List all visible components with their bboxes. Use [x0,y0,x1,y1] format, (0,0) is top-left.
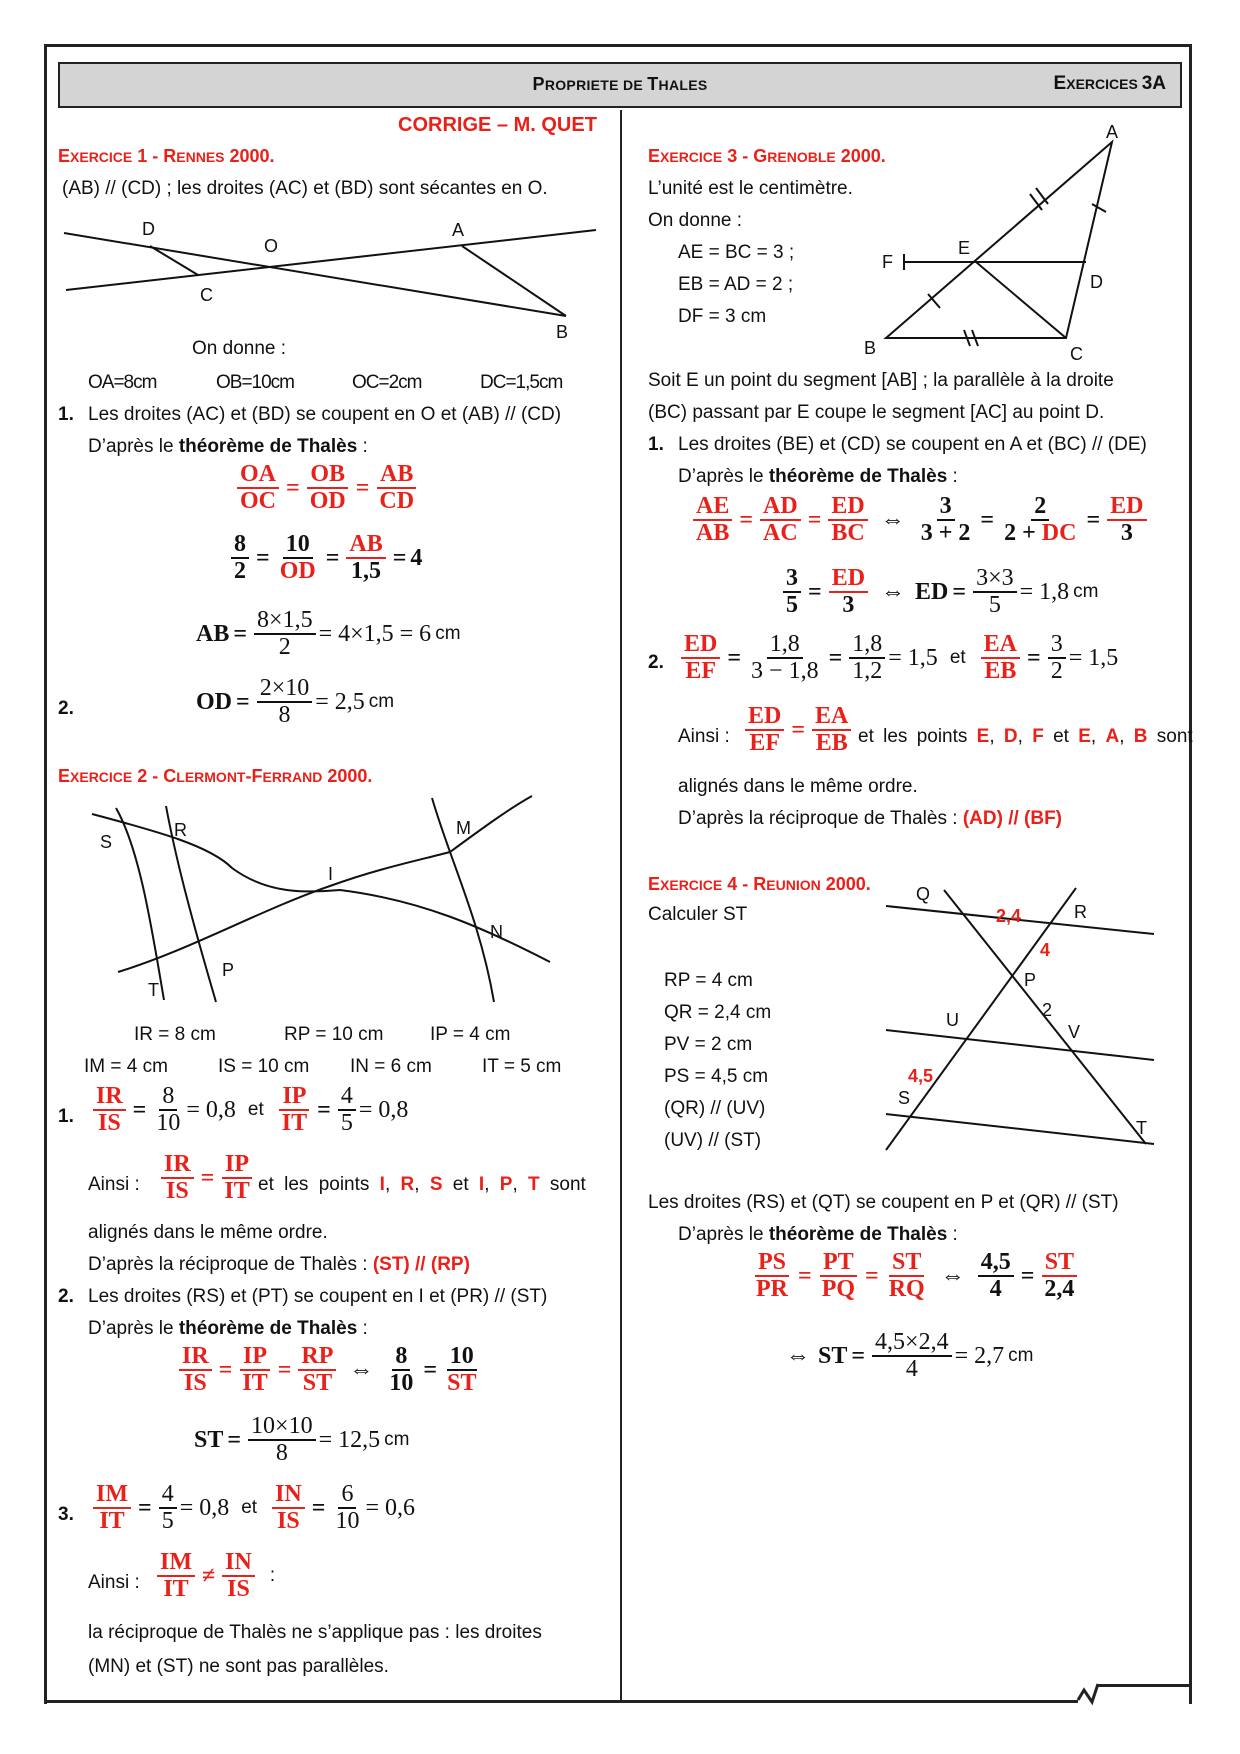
text-fragment: IS [183,1370,207,1397]
text-fragment: 10×10 [248,1414,316,1441]
text-fragment: et les points [858,726,977,747]
text-fragment: XERCICE [70,149,133,165]
text-fragment: (ST) // (RP) [372,1254,470,1275]
text-fragment: , [1119,726,1134,747]
ex1-item-number: 1. [58,404,74,425]
ex4-formula1: $\frac{PS}{PR}$ = $\frac{PT}{PQ}$ = $\frac{ST}{RQ}$ ⇔ $\frac{4,5}{4}$ = $\frac{ST}{2,4}$ [750,1250,1080,1302]
text-fragment: LERMONT [176,769,246,785]
text-fragment: ST [447,1370,477,1397]
text-fragment: : [269,1565,276,1587]
fig3-label-D: D [1090,272,1103,292]
fig1-label-O: O [264,236,279,256]
text-fragment: IT [99,1508,125,1535]
ex3-given: AE = BC = 3 ; [678,242,795,263]
text-fragment: 3 [1048,632,1066,659]
ex3-formula3: $\frac{ED}{EF}$ = $\frac{1,8}{3 - 1,8}$ = $\frac{1,8}{1,2}$ = 1,5 et $\frac{EA}{EB}$ = $\frac{3}{2}$ = 1,5 [678,632,1118,684]
text-fragment: IR [93,1084,126,1111]
ex1-given: OA=8cm [88,372,157,393]
fig4-value-24: 2,4 [996,906,1022,926]
ex2-given: IM = 4 cm [84,1056,168,1077]
text-fragment: 4 [905,1356,918,1383]
text-fragment: , [1090,726,1106,747]
text-fragment: théorème de Thalès [768,466,948,487]
text-fragment: AB [377,462,416,489]
text-fragment: ED [915,578,949,605]
fig2-label-M: M [456,818,471,838]
text-fragment: 1,8 [849,632,885,659]
text-fragment: 5 [988,592,1001,619]
text-fragment: 3×3 [973,566,1017,593]
text-fragment: et [1043,726,1079,747]
text-fragment: ST [194,1426,224,1453]
text-fragment: (AD) // (BF) [962,808,1063,829]
text-fragment: ≠ [202,1562,216,1589]
ex4-given: RP = 4 cm [664,970,753,991]
ex2-item-number: 3. [58,1504,74,1525]
text-fragment: OD [309,488,346,515]
text-fragment: 10 [389,1370,414,1397]
text-fragment: AB [346,532,385,559]
text-fragment: BC [831,520,865,547]
ex2-given: RP = 10 cm [284,1024,384,1045]
text-fragment: = 1,8 [1019,578,1070,605]
text-fragment: RENOBLE [767,149,836,165]
ex3-formula2: $\frac{3}{5}$ = $\frac{ED}{3}$ ⇔ ED = $\frac{3\times 3}{5}$ = 1,8 cm [780,566,1098,618]
text-fragment: AC [763,520,798,547]
text-fragment: EA [981,632,1020,659]
text-fragment: 10 [283,532,313,559]
text-fragment: IS [227,1576,250,1603]
text-fragment: PQ [821,1276,856,1303]
text-fragment: 8 [392,1344,410,1371]
text-fragment: , [989,726,1004,747]
text-fragment: OB [307,462,348,489]
text-fragment: 1 - R [132,146,177,166]
text-fragment: AD [760,494,801,521]
text-fragment: 4,5 [978,1250,1014,1277]
fig4-label-P: P [1024,970,1037,990]
text-fragment: 4 [338,1084,356,1111]
text-fragment: 10 [335,1508,360,1535]
text-fragment: OD [279,558,316,585]
ex3-formula4: $\frac{ED}{EF}$ = $\frac{EA}{EB}$ [742,704,854,756]
text-fragment: 10 [156,1110,181,1137]
ex2-given: IS = 10 cm [218,1056,310,1077]
header-right-part: XERCICES [1066,76,1142,92]
fig4-label-2: 2 [1042,1000,1053,1020]
text-fragment: = 12,5 [318,1426,381,1453]
fig1-label-A: A [452,220,465,240]
text-fragment: IM [157,1550,195,1577]
text-fragment: PR [756,1276,788,1303]
ex3-statement1: Soit E un point du segment [AB] ; la parallèle à la droite [648,370,1114,391]
fig2-label-R: R [174,820,187,840]
ex4-line1: Les droites (RS) et (QT) se coupent en P et (QR) // (ST) [648,1192,1119,1213]
ex2-formula1: $\frac{IR}{IS}$ = $\frac{8}{10}$ = 0,8 et $\frac{IP}{IT}$ = $\frac{4}{5}$ = 0,8 [90,1084,408,1136]
text-fragment: théorème de Thalès [178,436,358,457]
text-fragment: F [1032,726,1044,747]
ex1-on-donne: On donne : [192,338,287,359]
text-fragment: 4 - R [722,874,767,894]
text-fragment: IP [222,1152,252,1179]
text-fragment: 8 [159,1084,177,1111]
corrige-title: CORRIGE – M. QUET [398,114,597,136]
ex3-on-donne: On donne : [648,210,743,231]
text-fragment: T [528,1174,540,1195]
text-fragment: B [1133,726,1148,747]
ex2-last1: la réciproque de Thalès ne s’applique pas : les droites [88,1622,542,1643]
text-fragment: 10 [447,1344,477,1371]
text-fragment: 2000. [820,874,871,894]
text-fragment: D [1003,726,1018,747]
text-fragment: 3 [1120,520,1133,547]
text-fragment: 1,2 [852,658,883,685]
text-fragment: 1,5 [351,558,382,585]
text-fragment: 6 [338,1482,356,1509]
header-title-part: T [647,74,659,94]
ex2-item-number: 1. [58,1106,74,1127]
fig2-label-I: I [328,864,334,884]
text-fragment: et [247,1099,264,1121]
text-fragment: cm [435,623,461,645]
ex2-line2: Les droites (RS) et (PT) se coupent en I et (PR) // (ST) [88,1286,548,1307]
text-fragment: AB [696,520,730,547]
ex4-formula2: ⇔ ST = $\frac{4,5\times 2,4}{4}$ = 2,7 cm [786,1329,1034,1383]
fig3-label-E: E [958,238,971,258]
ex4-ask: Calculer ST [648,904,748,925]
text-fragment: PT [820,1250,857,1277]
text-fragment: ST [302,1370,333,1397]
header-title-part: ROPRIETE DE [544,77,648,93]
fig2-label-T: T [148,980,159,1000]
fig3-label-F: F [882,252,893,272]
text-fragment: sont [539,1174,586,1195]
text-fragment: : [357,436,368,457]
ex1-formula2: $\frac{8}{2}$ = $\frac{10}{OD}$ = $\frac{AB}{1,5}$ = 4 [228,532,422,584]
text-fragment: I [379,1174,385,1195]
text-fragment: R [400,1174,415,1195]
ex3-given: EB = AD = 2 ; [678,274,794,295]
text-fragment: E [976,726,990,747]
text-fragment: EA [812,704,851,731]
text-fragment: ⇔ [349,1356,374,1383]
ex2-formula5: $\frac{IM}{IT}$ = $\frac{4}{5}$ = 0,8 et $\frac{IN}{IS}$ = $\frac{6}{10}$ = 0,6 [90,1482,415,1534]
text-fragment: IS [277,1508,300,1535]
text-fragment: -F [245,766,263,786]
text-fragment: EF [749,730,780,757]
ex3-ainsi: Ainsi : [678,726,730,747]
text-fragment: 2 [278,634,291,661]
text-fragment: , [484,1174,500,1195]
text-fragment: D’après le [678,1224,769,1245]
text-fragment: cm [384,1429,410,1451]
text-fragment: E [648,874,661,894]
text-fragment: OD [196,688,232,715]
ex2-ainsi: Ainsi : [88,1572,140,1593]
text-fragment: = 0,8 [358,1096,409,1123]
text-fragment: 4 [410,544,423,571]
text-fragment: 3 − 1,8 [751,658,819,685]
ex1-line1: Les droites (AC) et (BD) se coupent en O et (AB) // (CD) [88,404,562,425]
text-fragment: I [478,1174,485,1195]
text-fragment: cm [368,691,395,713]
text-fragment: XERCICE [70,769,133,785]
ex1-statement: (AB) // (CD) ; les droites (AC) et (BD) sont sécantes en O. [62,178,548,199]
text-fragment: IP [240,1344,270,1371]
fig4-label-U: U [946,1010,959,1030]
text-fragment: ED [829,566,868,593]
ex4-given: QR = 2,4 cm [664,1002,772,1023]
text-fragment: 2 - C [132,766,177,786]
text-fragment: 2000. [224,146,275,166]
text-fragment: 5 [161,1508,174,1535]
text-fragment: IS [97,1110,121,1137]
text-fragment: cm [1073,581,1099,603]
text-fragment: AB [196,620,230,647]
ex1-item-number: 2. [58,698,74,719]
text-fragment: 3 [783,566,801,593]
text-fragment: 2 [1050,658,1063,685]
fig1-label-C: C [200,285,213,305]
text-fragment: 1,8 [767,632,803,659]
ex3-aligned: alignés dans le même ordre. [678,776,918,797]
text-fragment: et les points [258,1174,380,1195]
text-fragment: EB [815,730,848,757]
ex3-line1: Les droites (BE) et (CD) se coupent en A et (BC) // (DE) [678,434,1147,455]
text-fragment: EB [984,658,1017,685]
text-fragment: 8 [275,1440,288,1467]
ex3-given: DF = 3 cm [678,306,767,327]
text-fragment: AE [693,494,732,521]
ex2-last2: (MN) et (ST) ne sont pas parallèles. [88,1656,389,1677]
header-title-part: HALES [658,77,708,93]
text-fragment: ED [681,632,720,659]
fig3-label-B: B [864,338,877,358]
text-fragment: D’après le [88,436,179,457]
text-fragment: sont [1147,726,1193,747]
text-fragment: 2 + [1004,520,1042,547]
text-fragment: IR [161,1152,194,1179]
text-fragment: 5 [340,1110,353,1137]
fig4-label-V: V [1068,1022,1081,1042]
text-fragment: ST [1042,1250,1077,1277]
text-fragment: IN [272,1482,305,1509]
text-fragment: 2 [234,558,246,585]
text-fragment: CD [379,488,415,515]
text-fragment: IP [279,1084,309,1111]
text-fragment: 2000. [835,146,886,166]
fig1-label-B: B [556,322,569,342]
text-fragment: 2×10 [257,676,313,703]
text-fragment: , [512,1174,528,1195]
text-fragment: ⇔ [881,578,906,605]
ex1-given: OC=2cm [352,372,422,393]
text-fragment: cm [1008,1345,1034,1367]
text-fragment: = 1,5 [1068,644,1119,671]
text-fragment: 2000. [322,766,373,786]
ex3-statement2: (BC) passant par E coupe le segment [AC] au point D. [648,402,1105,423]
ex2-item-number: 2. [58,1286,74,1307]
fig1-label-D: D [142,219,155,239]
text-fragment: , [1017,726,1033,747]
ex2-ainsi: Ainsi : [88,1174,140,1195]
fig3-label-A: A [1106,122,1119,142]
text-fragment: S [429,1174,443,1195]
text-fragment: P [499,1174,513,1195]
ex2-aligned: alignés dans le même ordre. [88,1222,328,1243]
text-fragment: E [58,766,71,786]
text-fragment: et [442,1174,479,1195]
fig4-label-S: S [898,1088,911,1108]
text-fragment: D’après la réciproque de Thalès : [88,1254,373,1275]
text-fragment: EUNION [766,877,821,893]
text-fragment: , [414,1174,430,1195]
text-fragment: E [1078,726,1091,747]
text-fragment: E [58,146,71,166]
text-fragment: = 0,6 [365,1494,415,1521]
text-fragment: IT [242,1370,268,1397]
fig2-label-S: S [100,832,113,852]
text-fragment: 2 [1031,494,1049,521]
fig2-label-P: P [222,960,235,980]
text-fragment: : [357,1318,368,1339]
text-fragment: ED [828,494,867,521]
text-fragment: D’après le [678,466,769,487]
ex4-given: PV = 2 cm [664,1034,753,1055]
text-fragment: IT [224,1178,250,1205]
text-fragment: 8 [278,702,291,729]
text-fragment: IR [179,1344,212,1371]
text-fragment: = 4×1,5 = 6 [318,620,432,647]
text-fragment: PS [755,1250,789,1277]
text-fragment: OC [240,488,276,515]
text-fragment: E [648,146,661,166]
text-fragment: 3 - G [722,146,768,166]
text-fragment: OA [237,462,279,489]
text-fragment: ED [1107,494,1146,521]
text-fragment: = 0,8 [179,1494,230,1521]
text-fragment: XERCICE [660,877,723,893]
text-fragment: ERRAND [262,769,323,785]
text-fragment: D’après la réciproque de Thalès : [678,808,963,829]
text-fragment: ⇔ [880,506,905,533]
fig4-label-Q: Q [916,884,931,904]
text-fragment: IN [222,1550,255,1577]
ex1-given: DC=1,5cm [480,372,563,393]
text-fragment: = 2,5 [315,688,365,715]
text-fragment: , [384,1174,401,1195]
text-fragment: ST [889,1250,924,1277]
header-right-part: 3A [1141,73,1166,94]
text-fragment: 2,4 [1044,1276,1075,1303]
text-fragment: RP [298,1344,336,1371]
ex1-given: OB=10cm [216,372,295,393]
text-fragment: 4 [989,1276,1002,1303]
ex3-item-number: 1. [648,434,664,455]
ex3-item-number: 2. [648,652,664,673]
ex2-given: IN = 6 cm [350,1056,432,1077]
text-fragment: DC [1041,520,1077,547]
ex2-formula2: $\frac{IR}{IS}$ = $\frac{IP}{IT}$ [158,1152,256,1204]
header-title-part: P [532,74,545,94]
ex1-formula3: AB = $\frac{8\times 1,5}{2}$ = 4×1,5 = 6 cm [196,607,461,661]
text-fragment: = 0,8 [186,1096,236,1123]
text-fragment: D’après le [88,1318,179,1339]
ex2-given: IP = 4 cm [430,1024,511,1045]
text-fragment: 4 [159,1482,177,1509]
ex1-formula1: $\frac{OA}{OC}$ = $\frac{OB}{OD}$ = $\frac{AB}{CD}$ [234,462,420,514]
fig4-value-45: 4,5 [908,1066,934,1086]
ex2-given: IR = 8 cm [134,1024,216,1045]
ex3-formula1: $\frac{AE}{AB}$ = $\frac{AD}{AC}$ = $\frac{ED}{BC}$ ⇔ $\frac{3}{3 + 2}$ = $\frac{2}{2 + DC}$ = $\frac{ED}{3}$ [690,494,1150,546]
text-fragment: 8×1,5 [254,608,316,635]
text-fragment: : [947,1224,958,1245]
fig3-label-C: C [1070,344,1083,364]
text-fragment: RQ [888,1276,925,1303]
text-fragment: théorème de Thalès [768,1224,948,1245]
text-fragment: XERCICE [660,149,723,165]
text-fragment: 5 [786,592,798,619]
header-right-part: E [1053,73,1067,94]
text-fragment: et [949,647,966,669]
text-fragment: A [1105,726,1120,747]
ex2-given: IT = 5 cm [482,1056,562,1077]
text-fragment: IS [165,1178,189,1205]
text-fragment: IT [281,1110,308,1137]
text-fragment: ENNES [176,149,225,165]
text-fragment: ED [745,704,784,731]
text-fragment: 3 + 2 [920,520,971,547]
ex1-formula4: OD = $\frac{2\times 10}{8}$ = 2,5 cm [196,675,395,729]
text-fragment: = 2,7 [954,1342,1005,1369]
text-fragment: ST [818,1342,848,1369]
ex2-formula4: ST = $\frac{10\times 10}{8}$ = 12,5 cm [194,1413,410,1467]
text-fragment: IM [93,1482,131,1509]
text-fragment: : [947,466,958,487]
text-fragment: 4,5×2,4 [872,1330,952,1357]
text-fragment: 3 [842,592,855,619]
fig4-label-T: T [1136,1118,1147,1138]
fig4-label-R: R [1074,902,1087,922]
text-fragment: ⇔ [786,1342,810,1369]
text-fragment: = 1,5 [888,644,938,671]
fig2-label-N: N [490,922,503,942]
ex4-given: (UV) // (ST) [664,1130,762,1151]
text-fragment: EF [685,658,716,685]
fig4-value-4: 4 [1040,940,1051,960]
ex4-given: PS = 4,5 cm [664,1066,769,1087]
text-fragment: 3 [937,494,955,521]
ex4-given: (QR) // (UV) [664,1098,766,1119]
text-fragment: IT [163,1576,189,1603]
text-fragment: théorème de Thalès [178,1318,358,1339]
ex3-unit: L’unité est le centimètre. [648,178,853,199]
text-fragment: 8 [231,532,249,559]
text-fragment: et [241,1497,258,1519]
ex2-formula3: $\frac{IR}{IS}$ = $\frac{IP}{IT}$ = $\frac{RP}{ST}$ ⇔ $\frac{8}{10}$ = $\frac{10}{ST}$ [176,1344,482,1396]
text-fragment: ⇔ [940,1262,965,1289]
